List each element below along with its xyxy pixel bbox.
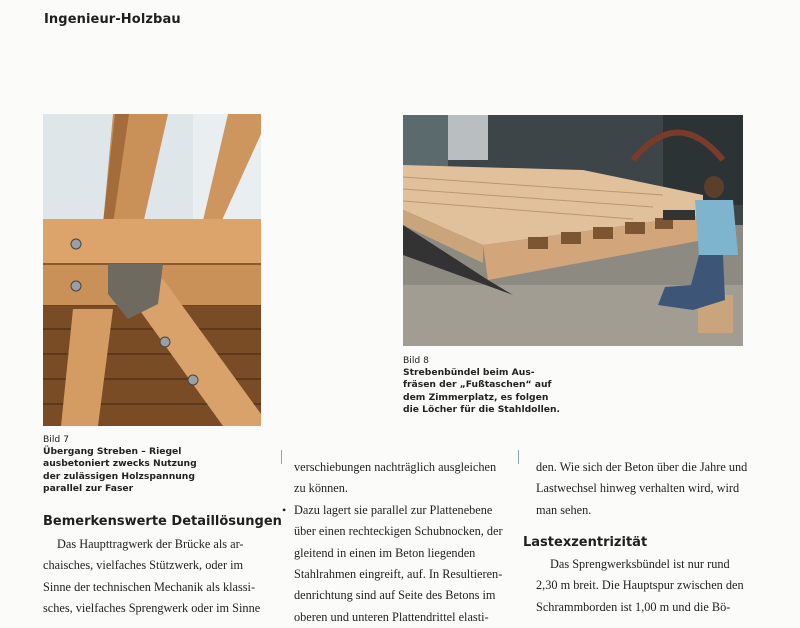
text-line: Schrammborden ist 1,00 m und die Bö-	[536, 599, 731, 614]
figure-7-photo	[43, 114, 261, 426]
figure-7-caption	[43, 434, 258, 495]
text-line: man sehen.	[536, 502, 592, 517]
figure-8-caption	[403, 355, 618, 416]
body-column-b	[282, 457, 504, 628]
section-heading: Bemerkenswerte Detaillösungen	[43, 514, 282, 529]
text-line: Dazu lagert sie parallel zur Plattenebene	[294, 502, 493, 517]
text-line: sches, vielfaches Sprengwerk oder im Sinne	[43, 601, 261, 616]
text-line: gleitend in einen im Beton liegenden	[294, 545, 476, 560]
section-heading: Lastexzentrizität	[523, 535, 648, 550]
text-line: Stahlrahmen eingreift, auf. In Resultieren-	[294, 567, 503, 582]
body-column-a	[43, 528, 263, 620]
figure-8-label: Bild 8	[403, 355, 430, 366]
column-divider	[281, 450, 282, 464]
text-line: Sinne der technischen Mechanik als klassi-	[43, 579, 256, 594]
text-line: den. Wie sich der Beton über die Jahre und	[536, 460, 748, 474]
text-line: oberen und unteren Plattendrittel elasti-	[294, 609, 489, 624]
text-line: Das Sprengwerksbündel ist nur rund	[550, 557, 730, 571]
body-column-c-continued	[536, 548, 746, 618]
figure-8-photo	[403, 115, 743, 346]
column-divider	[518, 450, 519, 464]
text-line: chaisches, vielfaches Stützwerk, oder im	[43, 558, 244, 573]
bullet-icon: •	[282, 502, 287, 517]
body-column-c	[536, 457, 746, 521]
text-line: Lastwechsel hinweg verhalten wird, wird	[536, 481, 740, 496]
text-line: über einen rechteckigen Schubnocken, der	[294, 524, 503, 539]
text-line: verschiebungen nachträglich ausgleichen	[294, 460, 497, 474]
figure-8-caption-text: Strebenbündel beim Aus- fräsen der „Fußtaschen“ auf dem Zimmerplatz, es folgen die Löcher für die Stahldollen.	[403, 367, 561, 415]
figure-7-caption-text: Übergang Streben – Riegel ausbetoniert zwecks Nutzung der zulässigen Holzspannung parallel zur Faser	[43, 446, 197, 494]
bullet-line	[282, 500, 504, 521]
workshop-illustration	[403, 115, 743, 346]
running-header: Ingenieur-Holzbau	[44, 12, 181, 27]
figure-7-label: Bild 7	[43, 434, 70, 445]
text-line: 2,30 m breit. Die Hauptspur zwischen den	[536, 578, 744, 593]
text-line: denrichtung sind auf Seite des Betons im	[294, 588, 496, 603]
text-line: Das Haupttragwerk der Brücke als ar-	[57, 537, 244, 551]
text-line: zu können.	[294, 481, 348, 496]
wood-joint-illustration	[43, 114, 261, 426]
